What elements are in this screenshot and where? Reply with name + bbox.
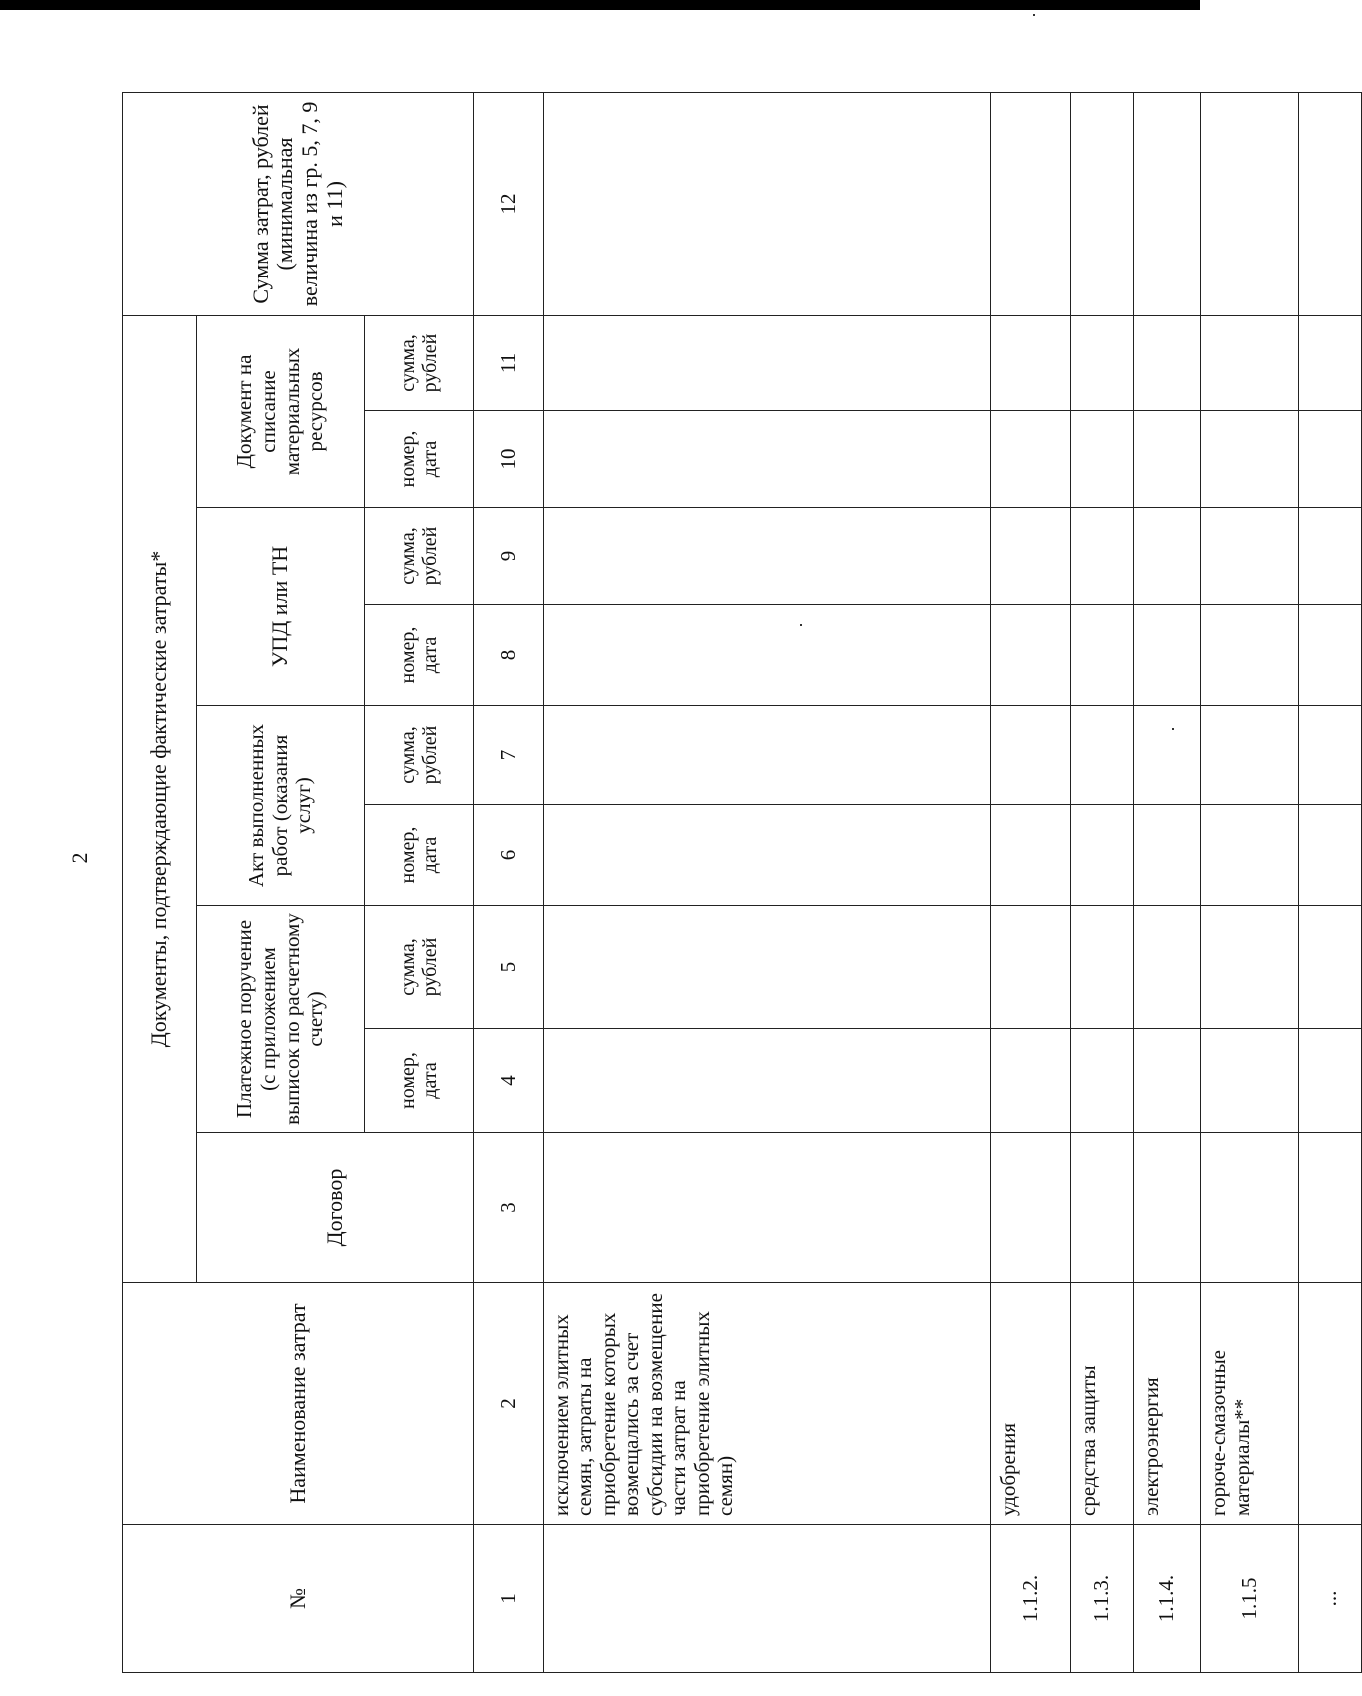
column-number: 10 bbox=[473, 411, 543, 508]
header-no: № bbox=[123, 1525, 474, 1673]
empty-cell bbox=[1201, 508, 1299, 605]
empty-cell bbox=[991, 1133, 1071, 1283]
empty-cell bbox=[543, 1029, 990, 1133]
scan-speck bbox=[1033, 14, 1035, 16]
empty-cell bbox=[1071, 1133, 1134, 1283]
empty-cell bbox=[1133, 508, 1200, 605]
empty-cell bbox=[1133, 92, 1200, 315]
header-docs-group: Документы, подтверждающие фактические затраты* bbox=[123, 315, 197, 1282]
empty-cell bbox=[1201, 315, 1299, 410]
header-payment-order: Платежное поручение (с приложением выписок по расчетному счету) bbox=[197, 906, 365, 1133]
header-total: Сумма затрат, рублей (минимальная величина из гр. 5, 7, 9 и 11) bbox=[123, 92, 474, 315]
subheader-payment-amount: сумма, рублей bbox=[364, 906, 473, 1029]
empty-cell bbox=[1201, 1029, 1299, 1133]
column-number: 9 bbox=[473, 508, 543, 605]
row-cost-name: электроэнергия bbox=[1133, 1283, 1200, 1525]
empty-cell bbox=[1071, 605, 1134, 706]
table-row bbox=[543, 92, 990, 1672]
empty-cell bbox=[1298, 1029, 1361, 1133]
empty-cell bbox=[991, 411, 1071, 508]
header-row-1 bbox=[123, 92, 197, 1672]
table-row bbox=[1071, 92, 1134, 1672]
empty-cell bbox=[1133, 906, 1200, 1029]
table-row bbox=[1133, 92, 1200, 1672]
header-name: Наименование затрат bbox=[123, 1283, 474, 1525]
page-number: 2 bbox=[67, 852, 92, 864]
empty-cell bbox=[1201, 92, 1299, 315]
costs-table bbox=[122, 92, 1362, 1673]
empty-cell bbox=[991, 706, 1071, 805]
row-cost-name: горюче-смазочные материалы** bbox=[1201, 1283, 1299, 1525]
empty-cell bbox=[1298, 411, 1361, 508]
column-number: 6 bbox=[473, 805, 543, 906]
header-upd: УПД или ТН bbox=[197, 508, 365, 706]
empty-cell bbox=[991, 605, 1071, 706]
empty-cell bbox=[1133, 1029, 1200, 1133]
column-number: 12 bbox=[473, 92, 543, 315]
column-number: 4 bbox=[473, 1029, 543, 1133]
empty-cell bbox=[1201, 706, 1299, 805]
column-number: 11 bbox=[473, 315, 543, 410]
empty-cell bbox=[991, 315, 1071, 410]
empty-cell bbox=[1133, 706, 1200, 805]
empty-cell bbox=[1071, 906, 1134, 1029]
row-cost-name: исключением элитных семян, затраты на приобретение которых возмещались за счет субсидии на возмещение части затрат на приобретение элитных семян) bbox=[543, 1283, 990, 1525]
empty-cell bbox=[543, 706, 990, 805]
empty-cell bbox=[991, 906, 1071, 1029]
empty-cell bbox=[1298, 906, 1361, 1029]
empty-cell bbox=[1298, 315, 1361, 410]
row-cost-name: средства защиты bbox=[1071, 1283, 1134, 1525]
empty-cell bbox=[1201, 906, 1299, 1029]
empty-cell bbox=[1201, 805, 1299, 906]
empty-cell bbox=[543, 315, 990, 410]
empty-cell bbox=[1201, 605, 1299, 706]
empty-cell bbox=[1071, 508, 1134, 605]
table-row bbox=[991, 92, 1071, 1672]
row-number: 1.1.5 bbox=[1201, 1525, 1299, 1673]
column-number: 2 bbox=[473, 1283, 543, 1525]
subheader-upd-amount: сумма, рублей bbox=[364, 508, 473, 605]
row-number bbox=[543, 1525, 990, 1673]
empty-cell bbox=[1298, 605, 1361, 706]
empty-cell bbox=[1071, 92, 1134, 315]
empty-cell bbox=[1298, 508, 1361, 605]
column-number: 7 bbox=[473, 706, 543, 805]
empty-cell bbox=[543, 1133, 990, 1283]
header-act: Акт выполненных работ (оказания услуг) bbox=[197, 706, 365, 906]
table-row bbox=[1201, 92, 1299, 1672]
empty-cell bbox=[1298, 92, 1361, 315]
empty-cell bbox=[1201, 1133, 1299, 1283]
empty-cell bbox=[1133, 1133, 1200, 1283]
row-cost-name bbox=[1298, 1283, 1361, 1525]
empty-cell bbox=[1133, 805, 1200, 906]
empty-cell bbox=[991, 92, 1071, 315]
header-contract: Договор bbox=[197, 1133, 474, 1283]
row-number: ... bbox=[1298, 1525, 1361, 1673]
column-number-row bbox=[473, 92, 543, 1672]
row-number: 1.1.3. bbox=[1071, 1525, 1134, 1673]
empty-cell bbox=[1071, 706, 1134, 805]
empty-cell bbox=[1071, 805, 1134, 906]
empty-cell bbox=[543, 605, 990, 706]
table-row bbox=[1298, 92, 1361, 1672]
empty-cell bbox=[1298, 706, 1361, 805]
empty-cell bbox=[543, 805, 990, 906]
empty-cell bbox=[543, 906, 990, 1029]
empty-cell bbox=[1071, 1029, 1134, 1133]
row-number: 1.1.4. bbox=[1133, 1525, 1200, 1673]
subheader-upd-number-date: номер, дата bbox=[364, 605, 473, 706]
empty-cell bbox=[543, 411, 990, 508]
subheader-act-number-date: номер, дата bbox=[364, 805, 473, 906]
empty-cell bbox=[543, 508, 990, 605]
column-number: 5 bbox=[473, 906, 543, 1029]
row-cost-name: удобрения bbox=[991, 1283, 1071, 1525]
subheader-payment-number-date: номер, дата bbox=[364, 1029, 473, 1133]
empty-cell bbox=[1201, 411, 1299, 508]
empty-cell bbox=[543, 92, 990, 315]
empty-cell bbox=[991, 508, 1071, 605]
empty-cell bbox=[991, 805, 1071, 906]
column-number: 1 bbox=[473, 1525, 543, 1673]
rotated-table-container bbox=[122, 93, 1362, 1673]
empty-cell bbox=[1071, 315, 1134, 410]
column-number: 8 bbox=[473, 605, 543, 706]
empty-cell bbox=[1133, 411, 1200, 508]
scan-edge bbox=[0, 0, 1200, 10]
column-number: 3 bbox=[473, 1133, 543, 1283]
empty-cell bbox=[1298, 1133, 1361, 1283]
header-writeoff: Документ на списание материальных ресурсов bbox=[197, 315, 365, 507]
empty-cell bbox=[1133, 605, 1200, 706]
subheader-writeoff-amount: сумма, рублей bbox=[364, 315, 473, 410]
empty-cell bbox=[1133, 315, 1200, 410]
subheader-act-amount: сумма, рублей bbox=[364, 706, 473, 805]
subheader-writeoff-number-date: номер, дата bbox=[364, 411, 473, 508]
empty-cell bbox=[991, 1029, 1071, 1133]
row-number: 1.1.2. bbox=[991, 1525, 1071, 1673]
empty-cell bbox=[1298, 805, 1361, 906]
empty-cell bbox=[1071, 411, 1134, 508]
